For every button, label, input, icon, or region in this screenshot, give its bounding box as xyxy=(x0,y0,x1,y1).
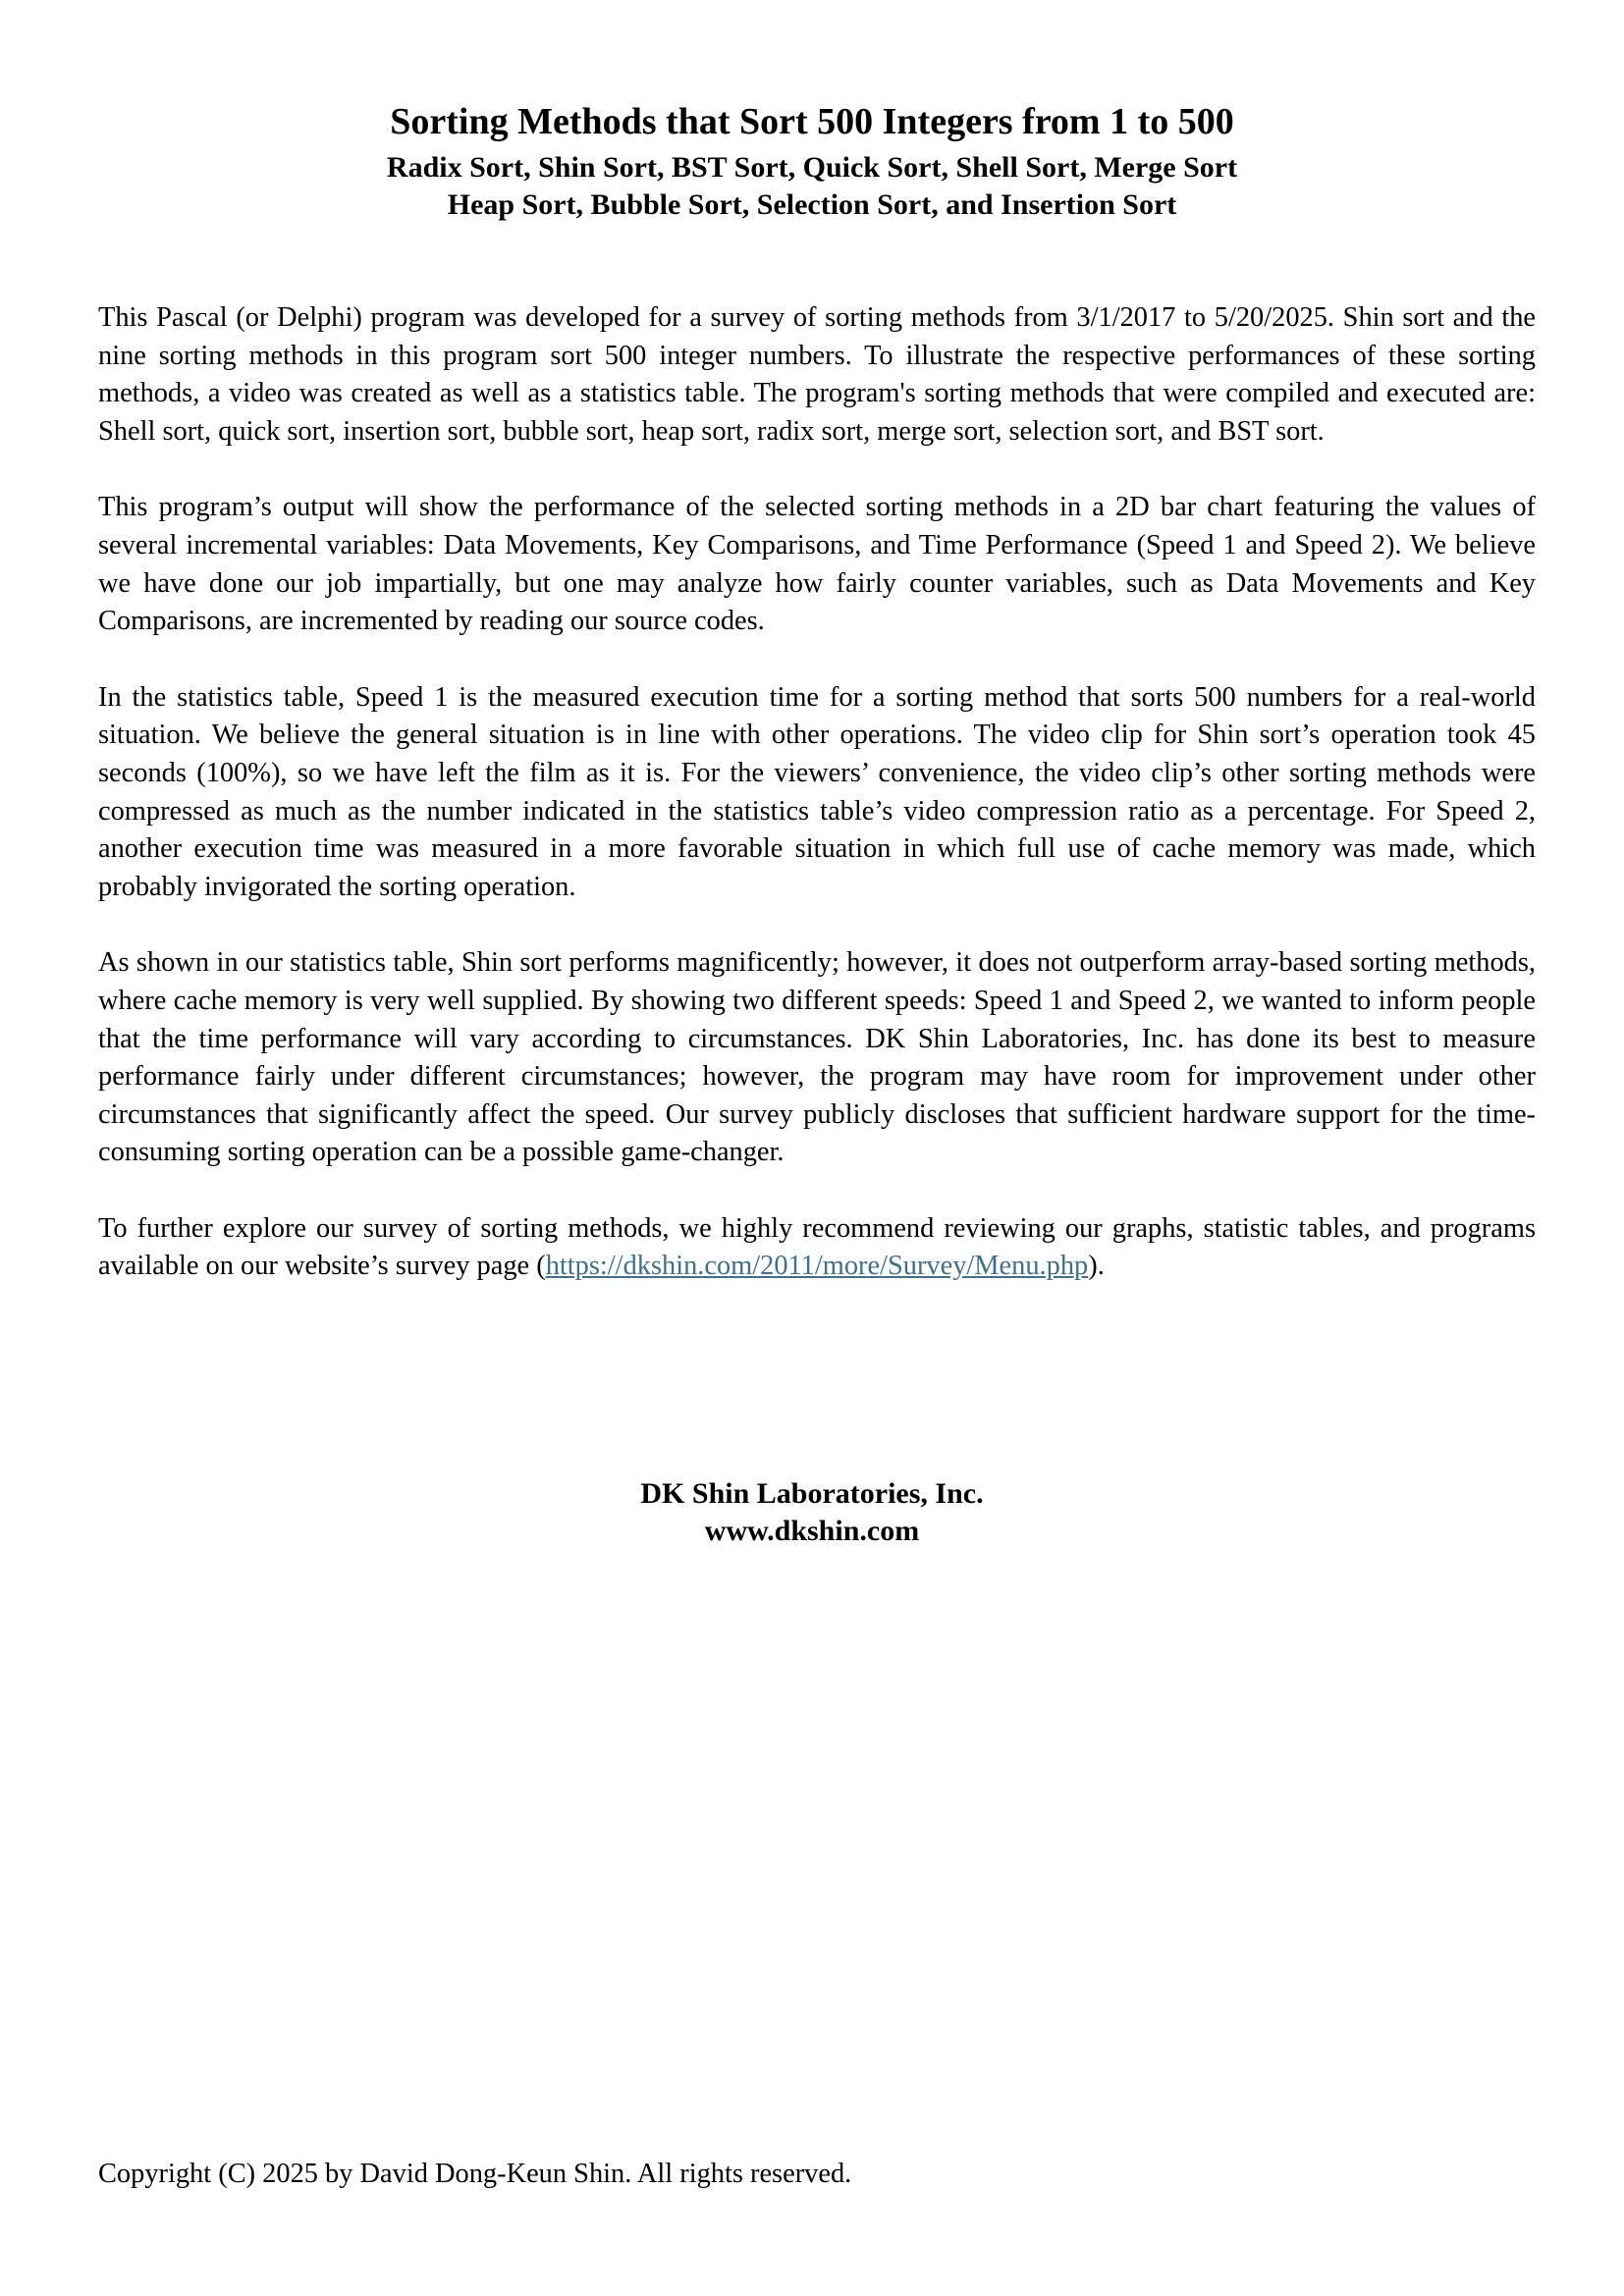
paragraph-further-explore xyxy=(98,1210,1536,1286)
subtitle-line-2: Heap Sort, Bubble Sort, Selection Sort, and Insertion Sort xyxy=(447,188,1177,221)
company-website: www.dkshin.com xyxy=(704,1515,920,1547)
further-explore-text: To further explore our survey of sorting methods, we highly recommend reviewing our graphs, statistic tables, and programs available on our website’s survey page ( xyxy=(98,1212,1536,1282)
document-title: Sorting Methods that Sort 500 Integers from 1 to 500 xyxy=(390,101,1234,142)
paragraph-statistics-table: In the statistics table, Speed 1 is the measured execution time for a sorting method that sorts 500 numbers for a real-world situation. We believe the general situation is in line with other operations. The video clip for Shin sort’s operation took 45 seconds (100%), so we have left the film as it is. For the viewers’ convenience, the video clip’s other sorting methods were compressed as much as the number indicated in the statistics table’s video compression ratio as a percentage. For Speed 2, another execution time was measured in a more favorable situation in which full use of cache memory was made, which probably invigorated the sorting operation. xyxy=(98,681,1536,902)
paragraph-output-description: This program’s output will show the performance of the selected sorting methods in a 2D bar chart featuring the values of several incremental variables: Data Movements, Key Comparisons, and Time Performance (Speed 1 and Speed 2). We believe we have done our job impartially, but one may analyze how fairly counter variables, such as Data Movements and Key Comparisons, are incremented by reading our source codes. xyxy=(98,492,1536,637)
survey-page-link[interactable]: https://dkshin.com/2011/more/Survey/Menu.php xyxy=(545,1251,1089,1282)
further-explore-closing: ). xyxy=(1088,1251,1105,1282)
subtitle-line-1: Radix Sort, Shin Sort, BST Sort, Quick Sort, Shell Sort, Merge Sort xyxy=(386,151,1238,184)
document-body xyxy=(98,299,1536,1324)
copyright-notice: Copyright (C) 2025 by David Dong-Keun Shin. All rights reserved. xyxy=(98,2159,852,2189)
paragraph-performance-summary: As shown in our statistics table, Shin sort performs magnificently; however, it does not outperform array-based sorting methods, where cache memory is very well supplied. By showing two different speeds: Speed 1 and Speed 2, we wanted to inform people that the time performance will vary according to circumstances. DK Shin Laboratories, Inc. has done its best to measure performance fairly under different circumstances; however, the program may have room for improvement under other circumstances that significantly affect the speed. Our survey publicly discloses that sufficient hardware support for the time-consuming sorting operation can be a possible game-changer. xyxy=(98,947,1536,1168)
company-name: DK Shin Laboratories, Inc. xyxy=(640,1477,984,1510)
paragraph-intro: This Pascal (or Delphi) program was developed for a survey of sorting methods from 3/1/2017 to 5/20/2025. Shin sort and the nine sorting methods in this program sort 500 integer numbers. To illustrate the respective performances of these sorting methods, a video was created as well as a statistics table. The program's sorting methods that were compiled and executed are: Shell sort, quick sort, insertion sort, bubble sort, heap sort, radix sort, merge sort, selection sort, and BST sort. xyxy=(98,302,1536,447)
